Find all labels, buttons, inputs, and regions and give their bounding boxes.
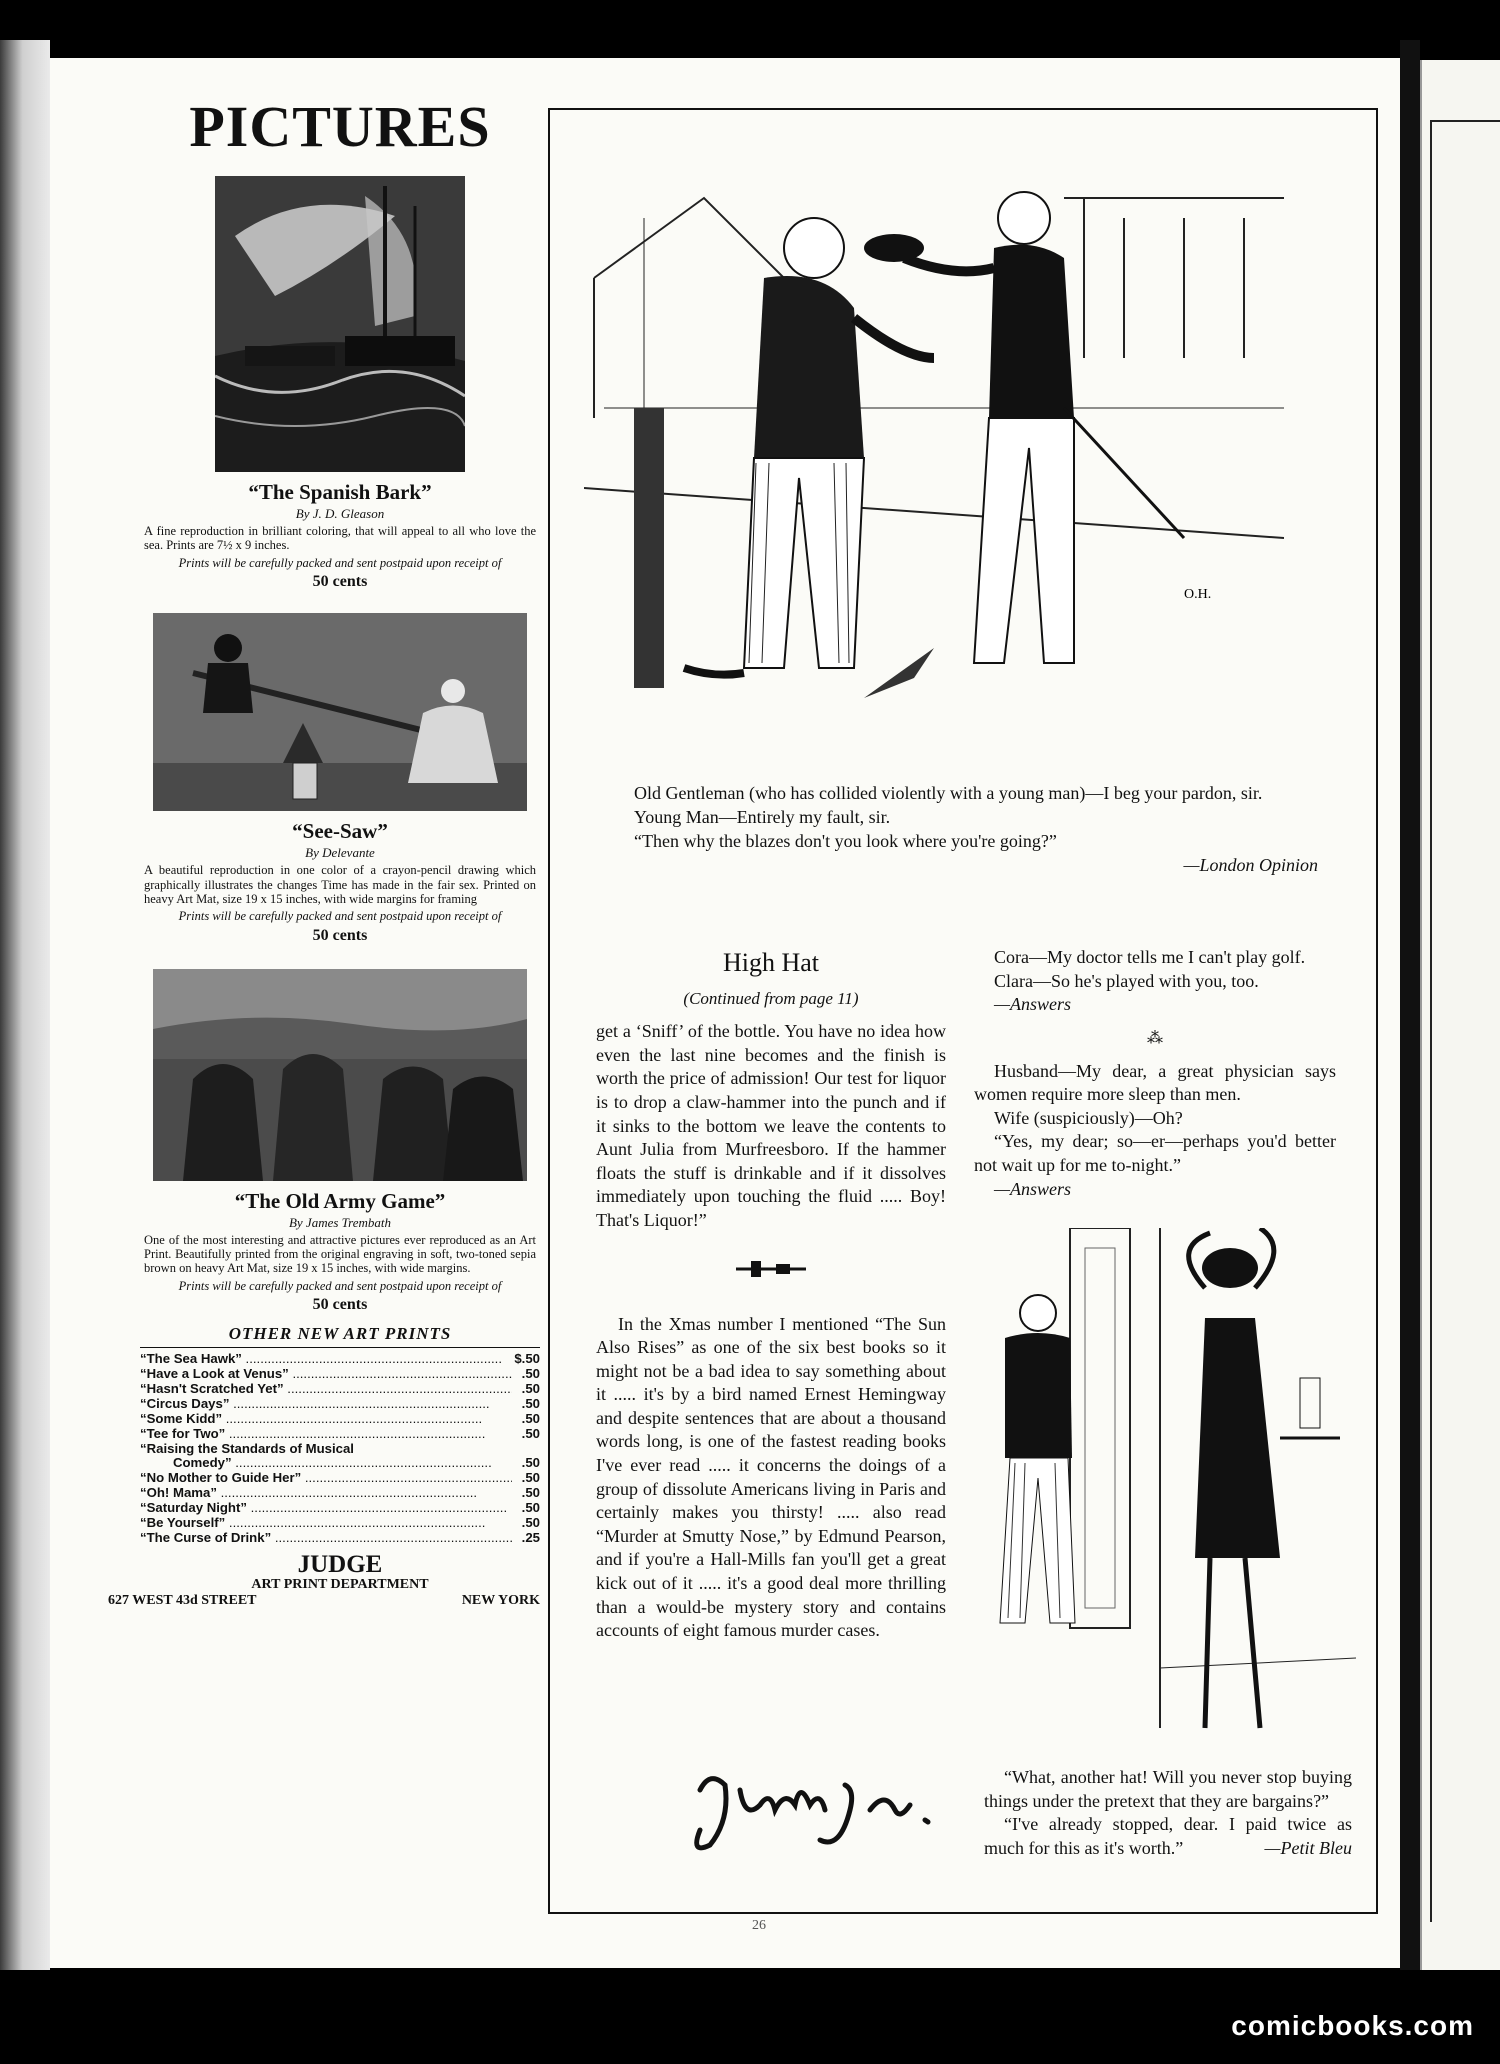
joke-line: Cora—My doctor tells me I can't play golf.: [994, 947, 1306, 967]
publisher-address: [108, 1593, 540, 1609]
print-description: A fine reproduction in brilliant coloring, that will appeal to all who love the sea. Prints are 7½ x 9 inches.: [144, 524, 536, 553]
spanish-bark-image: [215, 176, 465, 472]
judge-jr-signature: [670, 1750, 960, 1860]
print-artist: By J. D. Gleason: [295, 506, 385, 521]
joke-line: Wife (suspiciously)—Oh?: [994, 1107, 1183, 1128]
other-print-item: “Hasn't Scratched Yet” ..... .50: [140, 1382, 540, 1397]
book-gutter: [1400, 40, 1420, 1970]
other-print-item: “Oh! Mama” ..... .50: [140, 1486, 540, 1501]
old-army-game-image: [153, 969, 527, 1181]
joke-line: Clara—So he's played with you, too.: [994, 970, 1259, 991]
other-print-item: “Circus Days” ..... .50: [140, 1397, 540, 1412]
print-price: 50 cents: [312, 926, 368, 944]
article-column: [596, 836, 946, 1643]
article-title: High Hat: [722, 948, 820, 977]
print-description: A beautiful reproduction in one color of a crayon-pencil drawing which graphically illustrates the changes Time has made in the fair sex. Printed on heavy Art Mat, size 19 x 15 inches, with wide margins for framing: [144, 863, 536, 906]
art-prints-ad: [108, 94, 540, 1609]
other-prints-heading: OTHER NEW ART PRINTS: [140, 1324, 540, 1348]
watermark: comicbooks.com: [1231, 2010, 1474, 2041]
print-title: “The Spanish Bark”: [248, 480, 432, 504]
print-price: 50 cents: [312, 1296, 368, 1314]
artist-mark: O.H.: [1184, 587, 1212, 602]
other-print-item: “No Mother to Guide Her” ..... .50: [140, 1471, 540, 1486]
print-shipping: Prints will be carefully packed and sent postpaid upon receipt of: [178, 1278, 502, 1293]
print-title: “See-Saw”: [292, 819, 388, 844]
page-number: 26: [752, 1918, 766, 1933]
other-print-item: “The Curse of Drink” ..... .25: [140, 1531, 540, 1546]
print-description: One of the most interesting and attractive pictures ever reproduced as an Art Print. Beautifully printed from the original engraving in soft, two-toned sepia brown on heavy Art Mat, size 19 x 15 inches, with wide margins.: [144, 1232, 536, 1276]
other-print-item: “Tee for Two” ..... .50: [140, 1427, 540, 1442]
city: NEW YORK: [461, 1592, 540, 1608]
hat-cartoon-caption: [984, 1766, 1352, 1860]
other-prints-list: [140, 1352, 540, 1546]
humor-page-box: [548, 108, 1378, 1914]
print-title: “The Old Army Game”: [234, 1188, 446, 1213]
street-address: 627 WEST 43d STREET: [108, 1592, 257, 1608]
print-shipping: Prints will be carefully packed and sent postpaid upon receipt of: [178, 555, 502, 570]
joke-line: Husband—My dear, a great physician says women require more sleep than men.: [974, 1060, 1336, 1105]
caption-source: —London Opinion: [1183, 854, 1318, 875]
jokes-column: [974, 836, 1336, 1201]
article-paragraph: In the Xmas number I mentioned “The Sun Also Rises” as one of the six best books so it might not be a bad idea to say something about it ..... it's by a bird named Ernest Hemingway and despite sentences that are about a thousand words long, is one of the fastest reading books I've ever read ..... it concerns the doings of a group of dissolute Americans living in Paris and certainly makes you thirsty! ..... also read “Murder at Smutty Nose,” by Edmund Pearson, and if you're a Hall-Mills fan you'll get a great kick out of it ..... it's a good deal more thrilling than a would-be mystery story and contains accounts of eight famous murder cases.: [596, 1313, 946, 1641]
caption-line: “What, another hat! Will you never stop buying things under the pretext that they are bargains?”: [984, 1767, 1352, 1811]
article-continued: (Continued from page 11): [683, 989, 859, 1009]
other-print-item: “Saturday Night” ..... .50: [140, 1501, 540, 1516]
ad-heading: PICTURES: [189, 94, 491, 159]
publisher-department: ART PRINT DEPARTMENT: [251, 1576, 429, 1592]
article-paragraph: get a ‘Sniff’ of the bottle. You have no idea how even the last nine becomes and the finish is worth the price of admission! Our test for liquor is to drop a claw-hammer into the punch and if it sinks to the bottom we leave the contents to Aunt Julia from Murfreesboro. If the hammer floats the stuff is drinkable and if it dissolves immediately upon touching the fluid ..... Boy! That's Liquor!”: [596, 1021, 946, 1230]
caption-line: “I've already stopped, dear. I paid twice as much for this as it's worth.” —Petit Bleu: [984, 1814, 1352, 1858]
other-print-item: “Raising the Standards of Musical: [140, 1441, 354, 1456]
collision-cartoon: [584, 158, 1284, 758]
book-spine-left: [0, 40, 50, 1970]
adjacent-page-edge: [1420, 60, 1500, 1970]
other-print-item: Comedy” ..... .50: [140, 1456, 540, 1471]
see-saw-image: [153, 613, 527, 811]
joke-source: —Answers: [994, 1178, 1072, 1199]
print-shipping: Prints will be carefully packed and sent postpaid upon receipt of: [178, 909, 502, 924]
other-print-item: “Some Kidd” ..... .50: [140, 1412, 540, 1427]
caption-line: “Then why the blazes don't you look where you're going?”: [634, 830, 1057, 851]
joke-line: “Yes, my dear; so—er—perhaps you'd better not wait up for me to-night.”: [974, 1131, 1336, 1175]
separator-ornament-icon: ⁂: [1147, 1029, 1163, 1047]
other-print-item: “Be Yourself” ..... .50: [140, 1516, 540, 1531]
other-print-item: “Have a Look at Venus” ..... .50: [140, 1367, 540, 1382]
joke-source: —Answers: [994, 994, 1072, 1015]
new-hat-cartoon: [980, 1228, 1356, 1748]
print-artist: By James Trembath: [288, 1214, 392, 1230]
other-print-item: “The Sea Hawk” ..... $.50: [140, 1352, 540, 1367]
print-price: 50 cents: [312, 573, 368, 591]
caption-line: Young Man—Entirely my fault, sir.: [634, 806, 891, 827]
publisher-name: JUDGE: [297, 1550, 383, 1578]
print-artist: By Delevante: [305, 845, 375, 861]
hammer-ornament-icon: [596, 1255, 946, 1289]
caption-line: Old Gentleman (who has collided violently with a young man)—I beg your pardon, sir.: [634, 783, 1263, 803]
